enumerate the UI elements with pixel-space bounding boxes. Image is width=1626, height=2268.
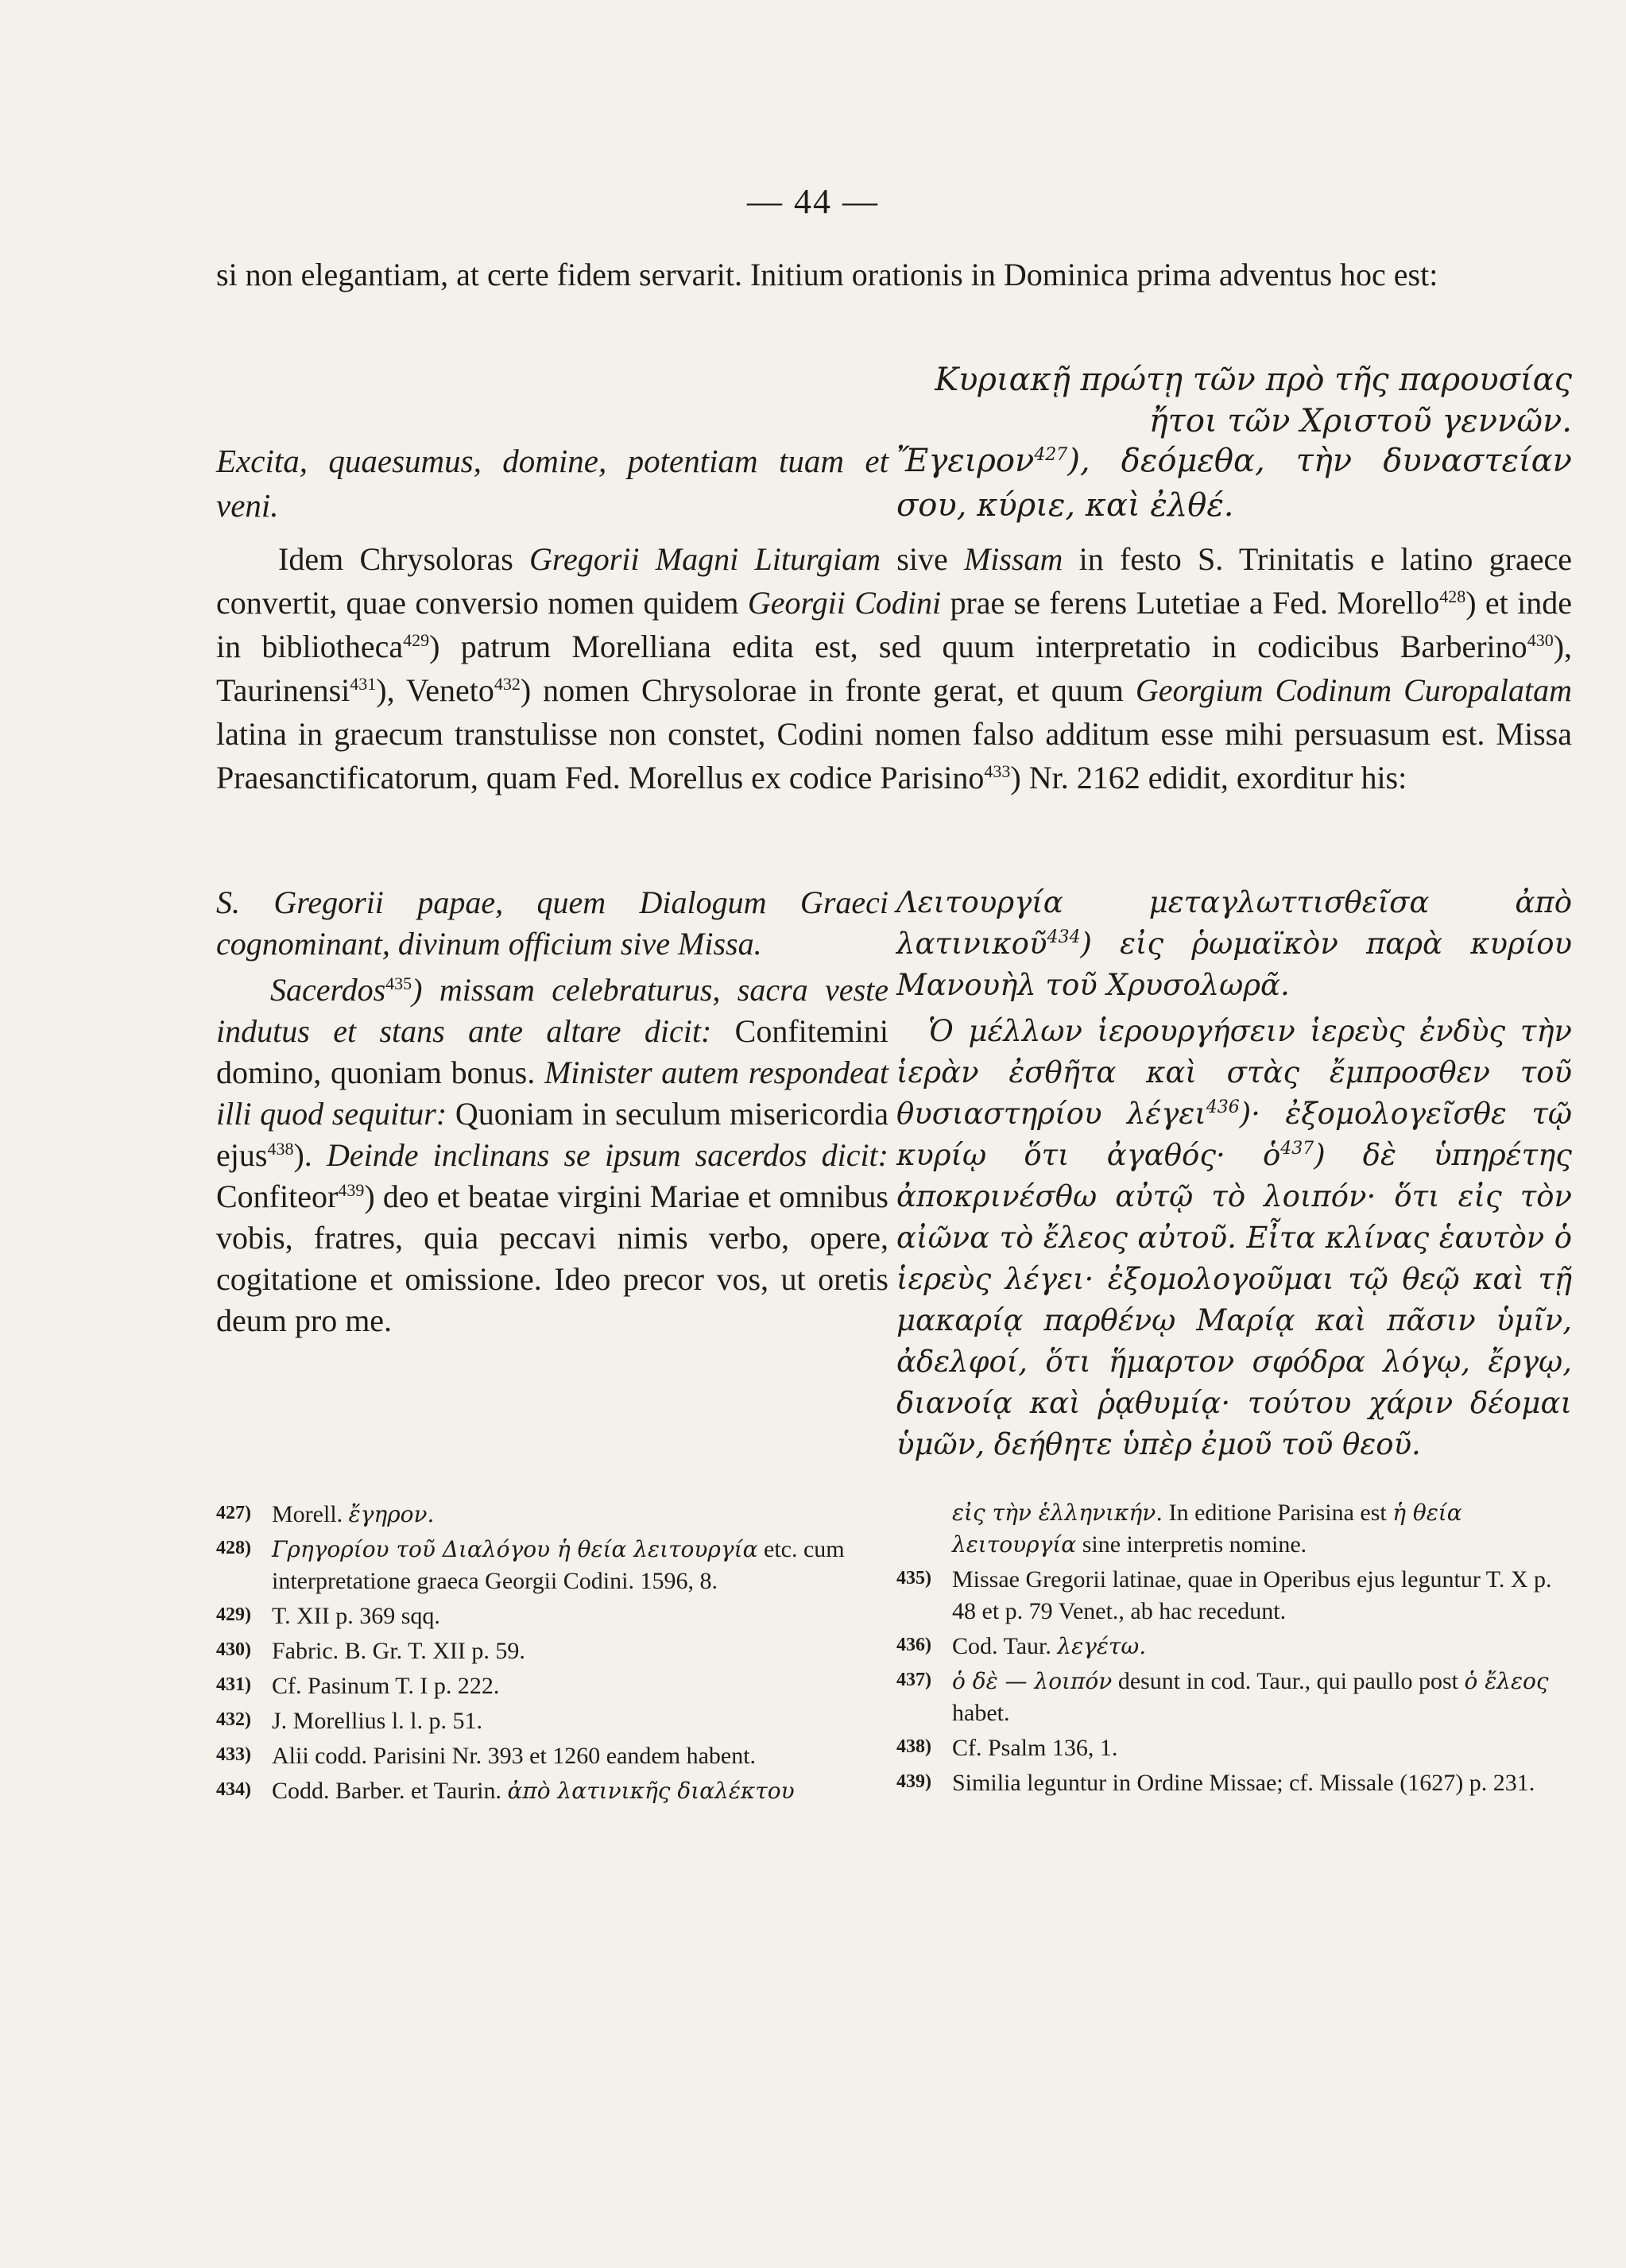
footnote-mark: 430) xyxy=(216,1639,251,1660)
intro-paragraph xyxy=(216,253,1572,296)
footnote-438 xyxy=(896,1731,1572,1764)
footnote-text: Cf. Pasinum T. I p. 222. xyxy=(272,1673,500,1699)
text-run: Confiteor xyxy=(216,1179,339,1214)
text-run: ), Taurinensi xyxy=(216,629,1573,708)
footnote-greek: ἀπὸ λατινικῆς διαλέκτου xyxy=(507,1778,795,1804)
footnote-433 xyxy=(216,1739,876,1772)
footnotes-left xyxy=(216,1497,876,1809)
footnote-ref-437: 437 xyxy=(1280,1139,1314,1159)
latin-column xyxy=(216,882,888,1341)
footnote-text: Morell. xyxy=(272,1501,349,1527)
text-run: ) missam celebraturus, sacra veste indutus et stans ante altare dicit: xyxy=(216,972,888,1049)
footnote-mark: 427) xyxy=(216,1503,251,1523)
footnote-text: habet. xyxy=(952,1700,1010,1726)
footnote-greek: Γρηγορίου τοῦ Διαλόγου ἡ θεία λειτουργία xyxy=(272,1536,758,1562)
greek-column xyxy=(896,882,1572,1465)
latin-column-heading: S. Gregorii papae, quem Dialogum Graeci cognominant, divinum officium sive Missa. xyxy=(216,884,888,962)
footnote-mark: 428) xyxy=(216,1538,251,1558)
footnote-ref-438: 438 xyxy=(267,1139,294,1159)
footnote-428 xyxy=(216,1532,876,1597)
footnote-text: Similia leguntur in Ordine Missae; cf. Missale (1627) p. 231. xyxy=(952,1770,1535,1796)
footnote-mark: 429) xyxy=(216,1604,251,1625)
name-georgii-codini: Georgii Codini xyxy=(747,585,942,621)
footnotes-right xyxy=(896,1497,1572,1801)
text-run: )· ἐξομολογεῖσθε τῷ κυρίῳ ὅτι ἀγαθός· ὁ xyxy=(896,1097,1573,1172)
text-run: in festo S. Trinitatis e latino graece convertit, quae conversio nomen quidem xyxy=(216,541,1572,621)
footnote-ref-434: 434 xyxy=(1047,927,1081,947)
footnote-431 xyxy=(216,1669,876,1702)
footnote-mark: 437) xyxy=(896,1670,931,1690)
text-run: ), Veneto xyxy=(376,672,494,708)
text-run: ) nomen Chrysolorae in fronte gerat, et quum xyxy=(520,672,1136,708)
body-paragraph xyxy=(216,537,1572,799)
footnote-435 xyxy=(896,1562,1572,1627)
footnote-mark: 436) xyxy=(896,1635,931,1655)
footnote-ref-433: 433 xyxy=(984,761,1011,781)
footnote-greek: ἡ θεία λειτουργία xyxy=(952,1500,1462,1558)
footnote-mark: 431) xyxy=(216,1674,251,1695)
footnote-text: Alii codd. Parisini Nr. 393 et 1260 eandem habent. xyxy=(272,1743,757,1769)
footnote-mark: 435) xyxy=(896,1568,931,1589)
footnote-greek: λεγέτω. xyxy=(1057,1633,1147,1659)
footnote-text: T. XII p. 369 sqq. xyxy=(272,1603,440,1629)
footnote-ref-436: 436 xyxy=(1206,1097,1240,1117)
footnote-ref-432: 432 xyxy=(494,674,521,694)
greek-heading xyxy=(896,359,1572,442)
text-run: ) εἰς ῥωμαϊκὸν παρὰ κυρίου Μανουὴλ τοῦ Χρυσολωρᾶ. xyxy=(896,927,1572,1002)
footnote-434 xyxy=(216,1774,876,1807)
text-run: Idem Chrysoloras xyxy=(278,541,530,577)
footnote-ref-428: 428 xyxy=(1439,586,1466,606)
greek-heading-line-1: Κυριακῇ πρώτῃ τῶν πρὸ τῆς παρουσίας xyxy=(935,362,1572,398)
footnote-text: sine interpretis nomine. xyxy=(1076,1531,1307,1558)
text-run: ) Nr. 2162 edidit, exorditur his: xyxy=(1010,760,1407,795)
title-gregorii-liturgiam: Gregorii Magni Liturgiam xyxy=(529,541,881,577)
text-run: ) patrum Morelliana edita est, sed quum interpretatio in codicibus Barberino xyxy=(429,629,1527,664)
footnote-text: Missae Gregorii latinae, quae in Operibus ejus leguntur T. X p. 48 et p. 79 Venet., ab hac recedunt. xyxy=(952,1566,1552,1624)
page-number: — 44 — xyxy=(747,182,879,221)
footnote-text: Cod. Taur. xyxy=(952,1633,1058,1659)
text-run: Confitemini domino, quoniam bonus. xyxy=(216,1013,889,1090)
intro-text: si non elegantiam, at certe fidem servarit. Initium orationis in Dominica prima adventus hoc est: xyxy=(216,257,1438,292)
footnote-text: Codd. Barber. et Taurin. xyxy=(272,1778,508,1804)
text-run: prae se ferens Lutetiae a Fed. Morello xyxy=(941,585,1440,621)
footnote-text: Cf. Psalm 136, 1. xyxy=(952,1735,1118,1761)
footnote-mark: 433) xyxy=(216,1744,251,1765)
footnote-ref-429: 429 xyxy=(403,630,430,650)
footnote-text: etc. cum interpretatione graeca Georgii Codini. 1596, 8. xyxy=(272,1536,845,1594)
text-run: ). xyxy=(293,1137,327,1173)
text-run: Deinde inclinans se ipsum sacerdos dicit: xyxy=(326,1137,888,1173)
footnote-432 xyxy=(216,1704,876,1737)
footnote-mark: 438) xyxy=(896,1736,931,1757)
footnote-greek: ἔγηρον. xyxy=(348,1501,435,1527)
footnote-ref-435: 435 xyxy=(385,973,412,993)
text-run: ) deo et beatae virgini Mariae et omnibus vobis, fratres, quia peccavi nimis verbo, opere, cogitatione et omissione. Ideo precor vos, ut oretis deum pro me. xyxy=(216,1179,888,1338)
footnote-text: J. Morellius l. l. p. 51. xyxy=(272,1708,483,1734)
greek-prayer xyxy=(896,439,1572,528)
footnote-437 xyxy=(896,1664,1572,1729)
footnote-427 xyxy=(216,1497,876,1531)
footnote-ref-431: 431 xyxy=(350,674,377,694)
title-missam: Missam xyxy=(963,541,1063,577)
greek-column-heading xyxy=(896,882,1572,1006)
footnote-mark: 432) xyxy=(216,1709,251,1730)
greek-column-text xyxy=(896,1011,1572,1465)
text-run: Minister autem respondeat illi quod sequitur: xyxy=(216,1055,888,1132)
footnote-ref-427: 427 xyxy=(1034,445,1068,465)
greek-heading-line-2: ἤτοι τῶν Χριστοῦ γεννῶν. xyxy=(1148,403,1572,439)
name-georgium-codinum: Georgium Codinum Curopalatam xyxy=(1135,672,1573,708)
footnote-text: In editione Parisina est xyxy=(1163,1500,1393,1526)
footnote-greek: ὁ δὲ — λοιπόν xyxy=(952,1668,1113,1694)
greek-prayer-part-2: ), δεόμεθα, τὴν δυναστείαν σου, κύριε, καὶ ἐλθέ. xyxy=(896,443,1572,524)
greek-prayer-part-1: Ἔγειρον xyxy=(896,443,1035,479)
latin-prayer: Excita, quaesumus, domine, potentiam tuam et veni. xyxy=(216,443,888,524)
footnote-434-continued xyxy=(896,1497,1572,1561)
footnote-436 xyxy=(896,1629,1572,1662)
footnote-439 xyxy=(896,1766,1572,1799)
text-run: Sacerdos xyxy=(270,972,386,1008)
latin-column-text xyxy=(216,970,888,1341)
footnote-greek: εἰς τὴν ἑλληνικήν. xyxy=(952,1500,1163,1526)
footnote-greek: ὁ ἔλεος xyxy=(1464,1668,1549,1694)
footnote-ref-439: 439 xyxy=(338,1180,365,1200)
footnote-ref-430: 430 xyxy=(1527,630,1554,650)
footnote-mark: 439) xyxy=(896,1771,931,1792)
footnote-text: desunt in cod. Taur., qui paullo post xyxy=(1112,1668,1465,1694)
footnote-429 xyxy=(216,1599,876,1632)
text-run: Ὁ μέλλων ἱερουργήσειν ἱερεὺς ἐνδὺς τὴν ἱερὰν ἐσθῆτα καὶ στὰς ἔμπροσθεν τοῦ θυσιαστηρίου λέγει xyxy=(896,1014,1572,1131)
text-run: latina in graecum transtulisse non constet, Codini nomen falso additum esse mihi persuasum est. Missa Praesanctificatorum, quam Fed. Morellus ex codice Parisino xyxy=(216,716,1572,795)
text-run: sive xyxy=(881,541,964,577)
text-run: Λειτουργία μεταγλωττισθεῖσα ἀπὸ λατινικοῦ xyxy=(896,885,1572,961)
footnote-text: Fabric. B. Gr. T. XII p. 59. xyxy=(272,1638,525,1664)
footnote-430 xyxy=(216,1634,876,1667)
text-run: ) δὲ ὑπηρέτης ἀποκρινέσθω αὐτῷ τὸ λοιπόν· ὅτι εἰς τὸν αἰῶνα τὸ ἔλεος αὐτοῦ. Εἶτα κλίνας ἑαυτὸν ὁ ἱερεὺς λέγει· ἐξομολογοῦμαι τῷ θεῷ καὶ τῇ μακαρίᾳ παρθένῳ Μαρίᾳ καὶ πᾶσιν ὑμῖν, ἀδελφοί, ὅτι ἥμαρτον σφόδρα λόγῳ, ἔργῳ, διανοίᾳ καὶ ῥᾳθυμίᾳ· τούτου χάριν δέομαι ὑμῶν, δεήθητε ὑπὲρ ἐμοῦ τοῦ θεοῦ. xyxy=(896,1138,1572,1461)
text-run: ) et inde in bibliotheca xyxy=(216,585,1572,664)
footnote-mark: 434) xyxy=(216,1779,251,1800)
text-run: Quoniam in seculum misericordia ejus xyxy=(216,1096,889,1173)
